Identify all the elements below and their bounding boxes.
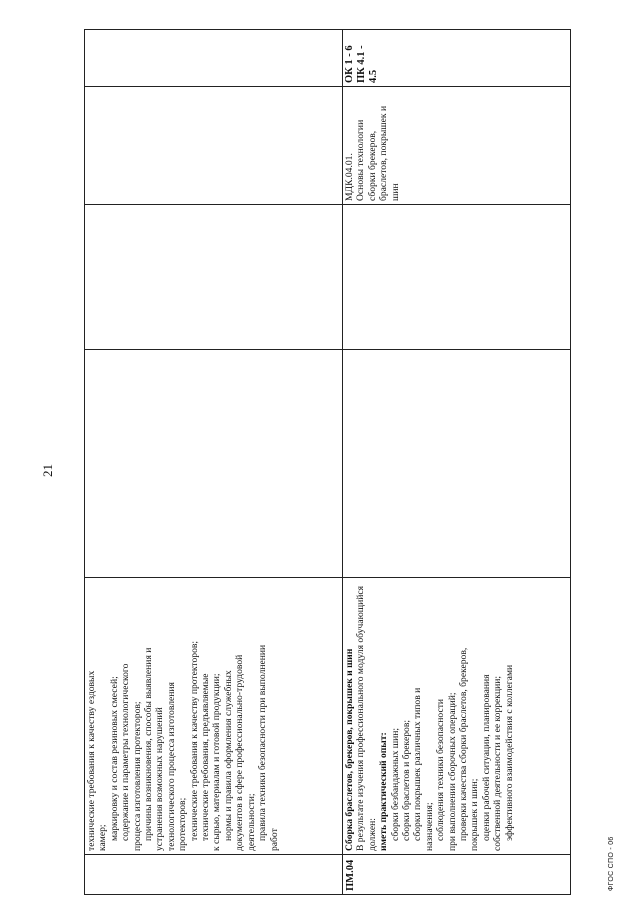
cell-empty-3b [343,350,571,578]
cell-knowledge-continuation [85,578,343,855]
text-line: документов в сфере профессионально-трудовой [234,654,246,851]
mdk-line: шин [389,183,401,201]
cell-empty-4 [85,205,343,350]
page-number: 21 [40,464,55,477]
competency-professional: ПК 4.1 - 4.5 [356,45,379,83]
practice-item: назначения; [423,802,435,851]
standards-table [84,29,571,895]
practice-item: соблюдения техники безопасности [435,698,447,841]
module-title: Сборка браслетов, брекеров, покрышек и шин [344,648,355,851]
text-line: к сырью, материалам и готовой продукции; [211,673,223,851]
text-line: причины возникновения, способы выявления и [143,647,155,841]
cell-mdk [343,87,571,205]
text-line: камер; [97,824,109,851]
footer-standard-code: ФГОС СПО - 06 [608,836,615,891]
mdk-line: браслетов, покрышек и [378,105,390,201]
module-code: ПМ.04 [343,855,571,895]
text-line: технические требования к качеству ездовых [86,670,97,851]
table-row-pm04 [343,30,571,895]
practice-item: сборки безбандажных шин; [389,727,401,841]
cell-code-empty [85,855,343,895]
practice-heading: иметь практический опыт: [378,732,390,851]
practice-item: эффективного взаимодействия с коллегами [503,664,515,841]
mdk-line: Основы технологии [355,119,367,201]
text-line: протекторов; [177,797,189,851]
practice-item: проверки качества сборки браслетов, брекеров, [458,647,470,841]
practice-item: оценки рабочей ситуации, планирования [480,674,492,841]
practice-item: собственной деятельности и ее коррекции; [492,675,504,851]
practice-item: сборки браслетов и брекеров; [401,719,413,841]
cell-empty-4b [343,205,571,350]
text-line: технологического процесса изготовления [165,682,177,851]
practice-item: при выполнении сборочных операций; [446,692,458,851]
text-line: деятельности; [245,793,257,851]
cell-empty-3 [85,350,343,578]
text-line: маркировку и состав резиновых смесей; [108,676,120,841]
competency-general: ОК 1 - 6 [344,45,355,83]
module-intro: В результате изучения профессионального модуля обучающийся должен: [355,585,378,851]
mdk-line: сборки брекеров, [366,130,378,201]
text-line: технические требования, предъявляемые [200,673,212,841]
table-row-continuation [85,30,343,895]
text-line: содержание и параметры технологического [120,663,132,841]
cell-competencies [343,30,571,87]
text-line: нормы и правила оформления служебных [222,670,234,841]
text-line: процесса изготовления протекторов; [131,701,143,851]
text-line: работ [268,828,280,851]
cell-competency-empty [85,30,343,87]
practice-item: сборки покрышек различных типов и [412,687,424,841]
text-line: технические требования к качеству протекторов; [188,640,200,841]
text-line: правила техники безопасности при выполнении [257,644,269,841]
mdk-line: МДК.04.01. [344,153,355,201]
cell-mdk-empty [85,87,343,205]
cell-module-description [343,578,571,855]
practice-item: покрышек и шин; [469,778,481,851]
text-line: устранения возможных нарушений [154,707,166,851]
